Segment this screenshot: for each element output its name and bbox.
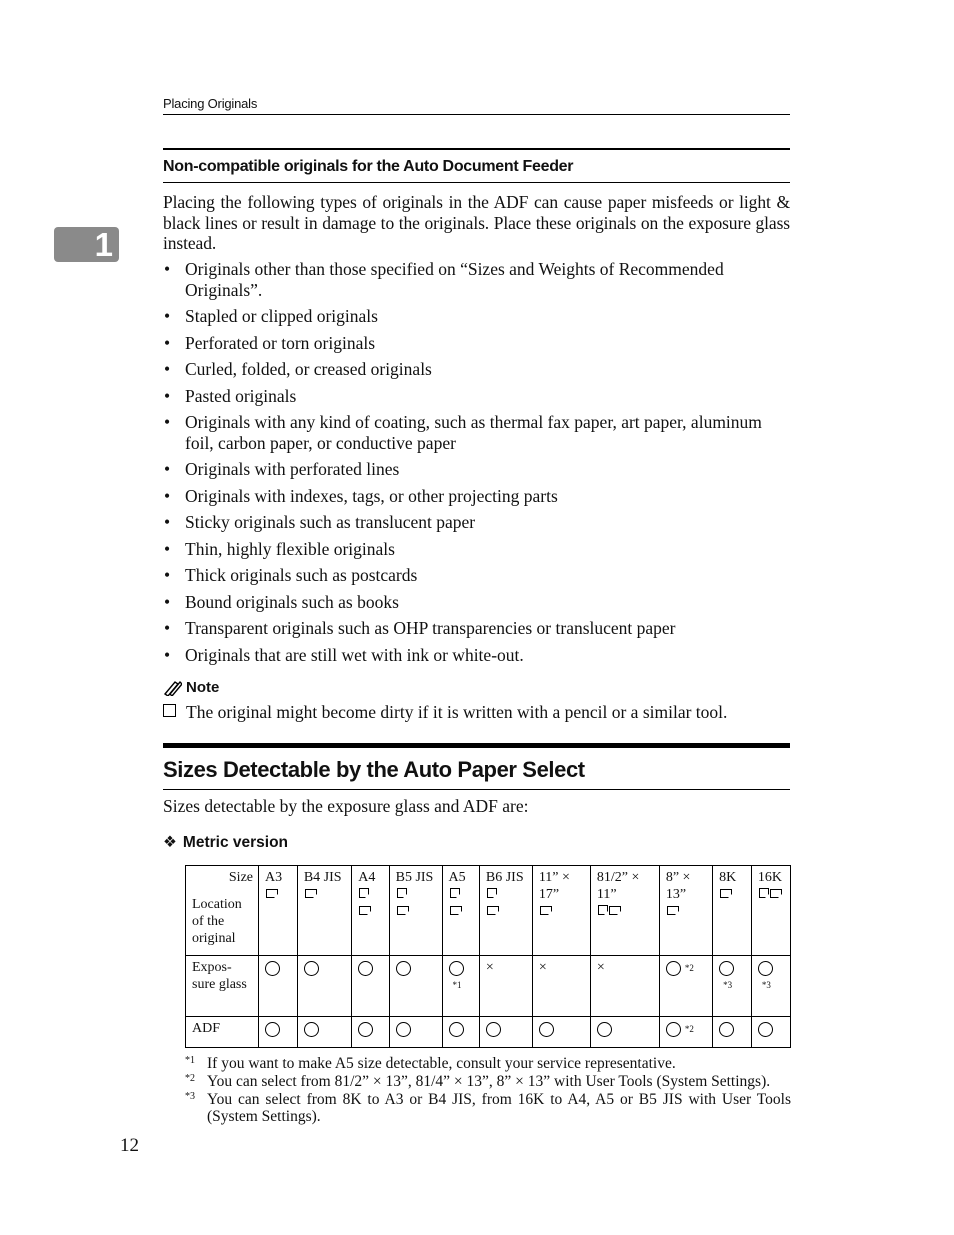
cell-adf-a3 (259, 1017, 298, 1048)
list-item: • Originals that are still wet with ink or white-out. (163, 645, 790, 666)
cell-glass-16k: *3 (751, 956, 790, 1017)
circle-icon (396, 1022, 411, 1037)
list-item: • Thin, highly flexible originals (163, 539, 790, 560)
section-heading-block (163, 743, 790, 790)
section-title: Sizes Detectable by the Auto Paper Select (163, 757, 585, 782)
circle-icon (449, 961, 464, 976)
subheading: Non-compatible originals for the Auto Document Feeder (163, 158, 574, 175)
list-item: • Perforated or torn originals (163, 333, 790, 354)
circle-icon (304, 1022, 319, 1037)
circle-icon (719, 961, 734, 976)
corner-size-label: Size (228, 870, 253, 885)
subheading-block (163, 148, 790, 183)
landscape-icon (397, 906, 409, 915)
cell-glass-a4 (352, 956, 389, 1017)
portrait-icon (759, 888, 769, 898)
section-lead: Sizes detectable by the exposure glass and ADF are: (163, 796, 529, 816)
portrait-icon (487, 888, 497, 898)
cell-glass-8k: *3 (713, 956, 752, 1017)
cell-adf-16k (751, 1017, 790, 1048)
cell-glass-a5: *1 (442, 956, 479, 1017)
table-corner-cell (186, 866, 259, 956)
footnote: *3 You can select from 8K to A3 or B4 JIS, from 16K to A4, A5 or B5 JIS with User Tools (System Settings). (185, 1091, 791, 1125)
col-header-b4-jis: B4 JIS (297, 866, 351, 956)
bullet-list (163, 259, 790, 671)
note-text: The original might become dirty if it is written with a pencil or a similar tool. (186, 702, 728, 722)
cell-glass-b5 (389, 956, 442, 1017)
metric-heading-text: Metric version (182, 834, 289, 851)
col-header-8-5x11: 81/2” × 11” (590, 866, 659, 956)
cell-adf-b6 (479, 1017, 532, 1048)
table-row-exposure-glass (186, 956, 791, 1017)
diamond-bullet-icon: ❖ (163, 834, 177, 851)
portrait-icon (359, 888, 369, 898)
circle-icon (758, 1022, 773, 1037)
landscape-icon (770, 889, 782, 898)
cell-adf-a5 (442, 1017, 479, 1048)
landscape-icon (609, 906, 621, 915)
landscape-icon (450, 906, 462, 915)
pencil-note-icon (163, 680, 182, 696)
col-header-b5-jis: B5 JIS (389, 866, 442, 956)
col-header-8x13: 8” × 13” (659, 866, 712, 956)
footnote: *2 You can select from 81/2” × 13”, 81/4” × 13”, 8” × 13” with User Tools (System Settings). (185, 1073, 771, 1090)
col-header-8k: 8K (713, 866, 752, 956)
chapter-number: 1 (94, 226, 113, 263)
landscape-icon (305, 889, 317, 898)
list-item: • Originals with any kind of coating, such as thermal fax paper, art paper, aluminum foil, carbon paper, or conductive paper (163, 412, 790, 453)
intro-paragraph: Placing the following types of originals in the ADF can cause paper misfeeds or light & black lines or result in damage to the originals. Place these originals on the exposure glass instead. (163, 192, 790, 253)
note-label: Note (186, 679, 220, 696)
circle-icon (539, 1022, 554, 1037)
cell-glass-a3 (259, 956, 298, 1017)
cell-glass-b6: × (479, 956, 532, 1017)
circle-icon (304, 961, 319, 976)
list-item: • Pasted originals (163, 386, 790, 407)
col-header-11x17: 11” × 17” (532, 866, 590, 956)
cell-adf-8x13: *2 (659, 1017, 712, 1048)
list-item: • Bound originals such as books (163, 592, 790, 613)
landscape-icon (266, 889, 278, 898)
portrait-icon (598, 905, 608, 915)
circle-icon (719, 1022, 734, 1037)
page-number: 12 (120, 1135, 139, 1156)
list-item: • Originals other than those specified on “Sizes and Weights of Recommended Originals”. (163, 259, 790, 300)
list-item: • Originals with indexes, tags, or other projecting parts (163, 486, 790, 507)
note-heading (163, 679, 219, 696)
row-label-adf: ADF (186, 1017, 259, 1048)
circle-icon (358, 961, 373, 976)
running-head: Placing Originals (163, 96, 790, 115)
table-row-adf (186, 1017, 791, 1048)
cell-adf-b4 (297, 1017, 351, 1048)
list-item: • Transparent originals such as OHP transparencies or translucent paper (163, 618, 790, 639)
landscape-icon (540, 906, 552, 915)
cell-glass-11x17: × (532, 956, 590, 1017)
cell-adf-a4 (352, 1017, 389, 1048)
footnote: *1 If you want to make A5 size detectable, consult your service representative. (185, 1055, 676, 1072)
cell-adf-8k (713, 1017, 752, 1048)
landscape-icon (359, 906, 371, 915)
table-header-row (186, 866, 791, 956)
circle-icon (486, 1022, 501, 1037)
col-header-a5: A5 (442, 866, 479, 956)
circle-icon (597, 1022, 612, 1037)
col-header-b6-jis: B6 JIS (479, 866, 532, 956)
circle-icon (666, 1022, 681, 1037)
chapter-tab (54, 227, 119, 262)
footnotes (185, 1055, 791, 1126)
note-item (163, 702, 790, 722)
circle-icon (666, 961, 681, 976)
row-label-exposure-glass: Expos-sure glass (186, 956, 259, 1017)
list-item: • Originals with perforated lines (163, 459, 790, 480)
col-header-16k: 16K (751, 866, 790, 956)
corner-location-label: Location of the original (192, 897, 242, 946)
cell-glass-8x13: *2 (659, 956, 712, 1017)
landscape-icon (667, 906, 679, 915)
cell-glass-8-5x11: × (590, 956, 659, 1017)
cell-adf-b5 (389, 1017, 442, 1048)
circle-icon (758, 961, 773, 976)
col-header-a3: A3 (259, 866, 298, 956)
cell-adf-11x17 (532, 1017, 590, 1048)
circle-icon (396, 961, 411, 976)
landscape-icon (720, 889, 732, 898)
portrait-icon (450, 888, 460, 898)
col-header-a4: A4 (352, 866, 389, 956)
checkbox-bullet-icon (163, 704, 176, 717)
list-item: • Stapled or clipped originals (163, 306, 790, 327)
metric-heading (163, 833, 288, 852)
size-table (185, 865, 791, 1048)
circle-icon (358, 1022, 373, 1037)
list-item: • Sticky originals such as translucent paper (163, 512, 790, 533)
list-item: • Thick originals such as postcards (163, 565, 790, 586)
circle-icon (265, 1022, 280, 1037)
circle-icon (265, 961, 280, 976)
cell-adf-8-5x11 (590, 1017, 659, 1048)
circle-icon (449, 1022, 464, 1037)
landscape-icon (487, 906, 499, 915)
portrait-icon (397, 888, 407, 898)
cell-glass-b4 (297, 956, 351, 1017)
list-item: • Curled, folded, or creased originals (163, 359, 790, 380)
